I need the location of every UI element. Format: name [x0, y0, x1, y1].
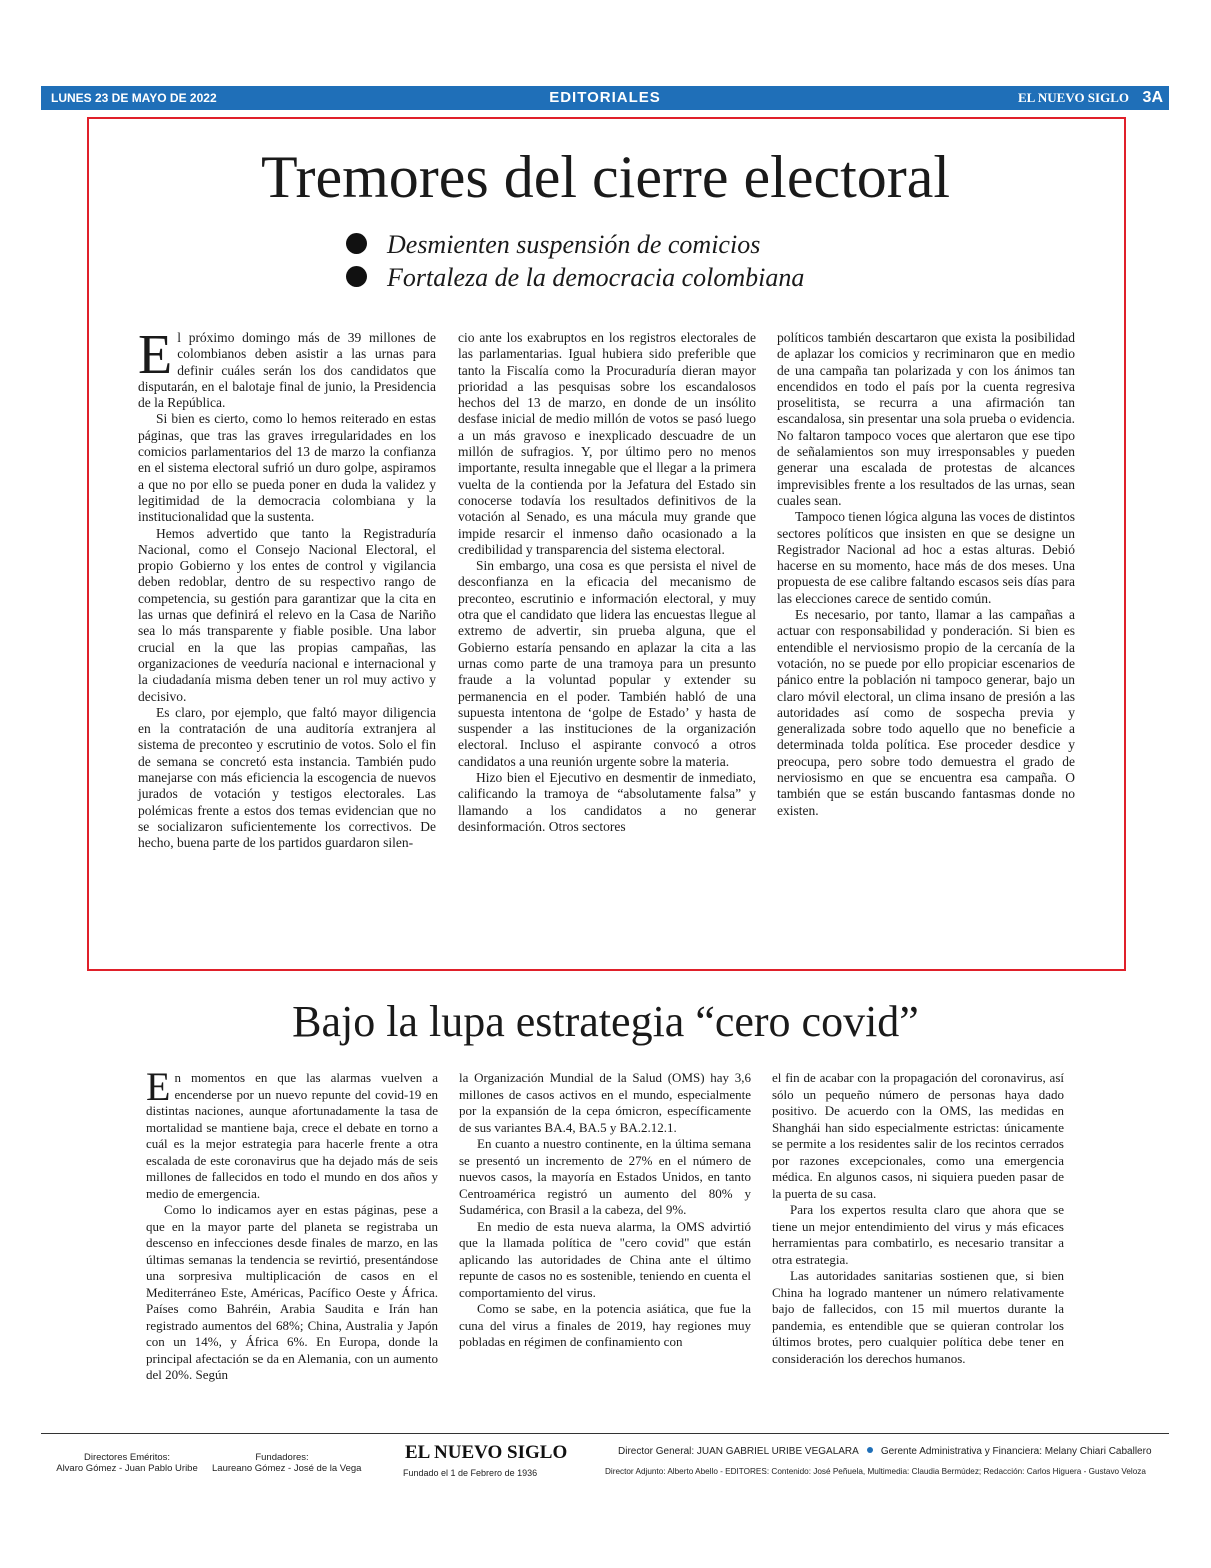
editorial-column-2: [458, 330, 756, 835]
editorial-column-3: [777, 330, 1075, 819]
paragraph: Es necesario, por tanto, llamar a las campañas a actuar con responsabilidad y ponderación. Si bien es entendible el nerviosismo propio de la cercanía de la votación, no se puede por ello propiciar escenarios de pánico entre la población ni tampoco generar, bajo un claro móvil electoral, un clima insano de presión a las autoridades así como de sospecha previa y generalizada sobre todo aquello que no beneficie a determinada tolda política. Ese proceder desdice y preocupa, pero sobre todo demuestra el grado de nerviosismo en que se encuentra esa campaña. O también que se están buscando fantasmas donde no existen.: [777, 607, 1075, 818]
second-editorial-column-3: [772, 1070, 1064, 1367]
section-title: EDITORIALES: [549, 89, 661, 106]
second-editorial-column-2: [459, 1070, 751, 1351]
paragraph: Como se sabe, en la potencia asiática, que fue la cuna del virus a finales de 2019, hay regiones muy pobladas en régimen de confinamiento con: [459, 1301, 751, 1349]
fundadores: Fundadores: Laureano Gómez - José de la Vega: [212, 1452, 362, 1474]
paragraph: Como lo indicamos ayer en estas páginas, pese a que en la mayor parte del planeta se registraba un descenso en infecciones desde finales de marzo, en las últimas semanas la tendencia se revirtió, presentándose una sorpresiva multiplicación de casos en el Mediterráneo Este, Américas, Pacífico Oeste y África. Países como Bahréin, Arabia Saudita e Irán han registrado aumentos del 68%; China, Australia y Japón con un 14%, y África 6%. En Europa, donde la principal afectación se da en Alemania, con un aumento del 20%. Según: [146, 1202, 438, 1382]
second-editorial-column-1: [146, 1064, 438, 1384]
paragraph: Las autoridades sanitarias sostienen que, si bien China ha logrado mantener un número relativamente bajo de fallecidos, con 15 mil muertos durante la pandemia, es entendible que se quieran controlar los últimos brotes, pero cualquier política debe tener en consideración los derechos humanos.: [772, 1268, 1064, 1366]
footer-divider: [41, 1433, 1169, 1434]
second-editorial-title: Bajo la lupa estrategia “cero covid”: [292, 997, 919, 1046]
paragraph: En cuanto a nuestro continente, en la última semana se presentó un incremento de 27% en el número de nuevos casos, la mayoría en Estados Unidos, en tanto Centroamérica registró un aumento del 80% y Sudamérica, con Brasil a la cabeza, del 9%.: [459, 1136, 751, 1217]
paragraph: En medio de esta nueva alarma, la OMS advirtió que la llamada política de "cero covid" que están aplicando las autoridades de China ante el último repunte de casos no es sostenible, teniendo en cuenta el comportamiento del virus.: [459, 1218, 751, 1300]
editorial-subheads: [346, 228, 804, 294]
page-header-bar: [41, 86, 1169, 110]
page-number: 3A: [1142, 89, 1163, 106]
directores-emeritos: Directores Eméritos: Alvaro Gómez - Juan Pablo Uribe: [56, 1452, 198, 1474]
editorial-title: Tremores del cierre electoral: [260, 144, 951, 210]
founded-date: Fundado el 1 de Febrero de 1936: [403, 1468, 538, 1478]
paragraph: Sin embargo, una cosa es que persista el nivel de desconfianza en la eficacia del mecanismo de preconteo, escrutinio e información electoral, y muy otra que el candidato que lidera las encuestas llegue al extremo de advertir, sin prueba alguna, que el Gobierno estaría pensando en aplazar la cita a las urnas como parte de una tramoya para un presunto fraude a la voluntad popular y extender su permanencia en el poder. También habló de una supuesta intentona de ‘golpe de Estado’ y hasta de suspender a las instituciones de la organización electoral. Incluso el aspirante convocó a otros candidatos a una reunión urgente sobre la materia.: [458, 558, 756, 769]
footer-logo: EL NUEVO SIGLO: [405, 1442, 568, 1463]
bullet-icon: [346, 233, 367, 254]
separator-dot-icon: [867, 1447, 873, 1453]
paragraph: En momentos en que las alarmas vuelven a encenderse por un nuevo repunte del covid-19 en distintas naciones, aunque afortunadamente la tasa de mortalidad se mantiene baja, crece el debate en torno a cuál es la mejor estrategia para hacerle frente a otra escalada de este coronavirus que ha dejado más de seis millones de fallecidos en todo el mundo en dos años y medio de emergencia.: [146, 1064, 438, 1201]
paragraph: Hemos advertido que tanto la Registraduría Nacional, como el Consejo Nacional Electoral, el propio Gobierno y los entes de control y vigilancia deben redoblar, dentro de su respectivo rango de competencia, su gestión para garantizar que la cita en las urnas que definirá el relevo en la Casa de Nariño sea lo más transparente y fiable posible. Una labor crucial en la que las propias campañas, las organizaciones de veeduría nacional e internacional y la ciudadanía misma deben tener un rol muy activo y decisivo.: [138, 525, 436, 704]
staff-line-1: Director General: JUAN GABRIEL URIBE VEGALARA Gerente Administrativa y Financiera: Melany Chiari Caballero: [618, 1446, 1152, 1457]
paragraph: políticos también descartaron que exista la posibilidad de aplazar los comicios y recriminaron que en medio de una campaña tan polarizada y con los ánimos tan encendidos en todo el país por la cuenta regresiva proselitista, se recurra a una afirmación tan escandalosa, sin presentar una sola prueba o evidencia. No faltaron tampoco voces que alertaron que ese tipo de señalamientos son muy irresponsables y pueden generar una escalada de protestas de alcances imprevisibles frente a los resultados de las urnas, sean cuales sean.: [777, 330, 1075, 508]
staff-line-2: Director Adjunto: Alberto Abello - EDITORES: Contenido: José Peñuela, Multimedia: Claudia Bermúdez; Redacción: Carlos Higuera - Gustavo Veloza: [605, 1467, 1146, 1476]
paragraph: Es claro, por ejemplo, que faltó mayor diligencia en la contratación de una auditoría extranjera al sistema de preconteo y escrutinio de votos. Solo el fin de semana se concretó esta instancia. También pudo manejarse con más eficiencia la escogencia de nuevos jurados de votación y testigos electorales. Las polémicas frente a estos dos temas evidencian que no se socializaron suficientemente los correctivos. De hecho, buena parte de los partidos guardaron silen-: [138, 704, 436, 851]
paragraph: Hizo bien el Ejecutivo en desmentir de inmediato, calificando la tramoya de “absolutamente falsa” y llamando a los candidatos a no generar desinformación. Otros sectores: [458, 770, 756, 834]
paragraph: Tampoco tienen lógica alguna las voces de distintos sectores políticos que insisten en que se designe un Registrador Nacional ad hoc a estas alturas. Debió hacerse en su momento, hace más de dos meses. Una propuesta de ese calibre faltando escasos seis días para las elecciones carece de sentido común.: [777, 509, 1075, 606]
subhead: Fortaleza de la democracia colombiana: [346, 261, 804, 294]
paragraph: cio ante los exabruptos en los registros electorales de las parlamentarias. Igual hubiera sido preferible que tanto la Fiscalía como la Procuraduría dieran mayor prioridad a las pesquisas sobre los escandalosos hechos del 13 de marzo, en donde de un insólito desfase inicial de medio millón de votos se pasó luego a un más gravoso e inexplicado descuadre de un millón de sufragios. Y, por último pero no menos importante, resulta innegable que el llegar a la primera vuelta de la contienda por la Jefatura del Estado sin conocerse todavía los resultados definitivos de la votación al Senado, es una mácula muy grande que impide resarcir el inmenso daño ocasionado a la credibilidad y transparencia del sistema electoral.: [458, 330, 756, 557]
editorial-column-1: [138, 324, 436, 852]
paragraph: Si bien es cierto, como lo hemos reiterado en estas páginas, que tras las graves irregularidades en los comicios parlamentarios del 13 de marzo la confianza en el sistema electoral sufrió un duro golpe, aspiramos a que no por ello se pueda poner en duda la validez y legitimidad de la democracia colombiana y la institucionalidad que la sustenta.: [138, 411, 436, 525]
paragraph: la Organización Mundial de la Salud (OMS) hay 3,6 millones de casos activos en el mundo, especialmente por la expansión de la cepa ómicron, específicamente de sus variantes BA.4, BA.5 y BA.2.12.1.: [459, 1070, 751, 1135]
paper-name: EL NUEVO SIGLO: [1018, 90, 1129, 105]
paragraph: Para los expertos resulta claro que ahora que se tiene un mejor entendimiento del virus y más eficaces herramientas para combatirlo, es necesario transitar a otra estrategia.: [772, 1202, 1064, 1267]
paragraph: El próximo domingo más de 39 millones de colombianos deben asistir a las urnas para definir cuáles serán los dos candidatos que disputarán, en el balotaje final de junio, la Presidencia de la República.: [138, 324, 436, 411]
paragraph: el fin de acabar con la propagación del coronavirus, así sólo un pequeño número de personas haya dado positivo. De acuerdo con la OMS, las medidas en Shanghái han sido especialmente estrictas: únicamente se permite a los residentes salir de los recintos cerrados por razones excepcionales, como una emergencia médica. En algunos casos, ni siquiera pueden pasar de la puerta de su casa.: [772, 1070, 1064, 1201]
drop-cap: E: [146, 1064, 171, 1109]
bullet-icon: [346, 266, 367, 287]
issue-date: LUNES 23 DE MAYO DE 2022: [51, 91, 217, 105]
drop-cap: E: [138, 324, 173, 386]
subhead: Desmienten suspensión de comicios: [346, 228, 804, 261]
